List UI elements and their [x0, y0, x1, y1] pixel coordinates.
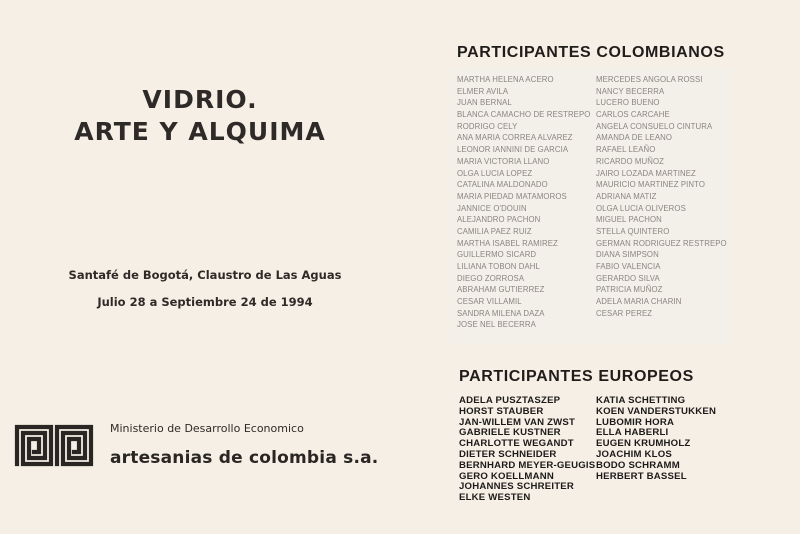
ministry-text: Ministerio de Desarrollo Economico — [110, 422, 304, 435]
european-participants-heading: PARTICIPANTES EUROPEOS — [459, 368, 694, 385]
participant-name: ELMER AVILA — [457, 86, 509, 96]
participant-name: JOACHIM KLOS — [596, 448, 672, 460]
participant-name: OLGA LUCIA LOPEZ — [457, 168, 533, 178]
participant-name: CATALINA MALDONADO — [457, 180, 548, 190]
participant-name: JAIRO LOZADA MARTINEZ — [596, 168, 696, 178]
participant-name: OLGA LUCIA OLIVEROS — [596, 203, 686, 213]
participant-name: ELLA HABERLI — [596, 427, 669, 439]
participant-name: AMANDA DE LEANO — [596, 133, 673, 143]
participant-name: JOSE NEL BECERRA — [457, 320, 536, 330]
participant-name: MARIA VICTORIA LLANO — [457, 156, 550, 166]
participant-name: BERNHARD MEYER-GEUGIS — [459, 459, 596, 471]
participant-name: CESAR VILLAMIL — [457, 297, 522, 307]
title-line-1: VIDRIO. — [142, 85, 258, 114]
participant-name: GERARDO SILVA — [596, 273, 660, 283]
colombian-list-left — [457, 74, 590, 331]
participant-name: CAMILIA PAEZ RUIZ — [457, 226, 532, 236]
title-line-2: ARTE Y ALQUIMA — [74, 117, 326, 146]
participant-name: STELLA QUINTERO — [596, 226, 670, 236]
participant-name: LUCERO BUENO — [596, 98, 660, 108]
participant-name: RICARDO MUÑOZ — [596, 156, 665, 166]
participant-name: MAURICIO MARTINEZ PINTO — [596, 180, 706, 190]
participant-name: ADELA PUSZTASZEP — [459, 395, 561, 406]
participant-name: ELKE WESTEN — [459, 492, 531, 504]
participant-name: JANNICE O'DOUIN — [457, 203, 527, 213]
venue-text: Santafé de Bogotá, Claustro de Las Aguas — [68, 268, 342, 282]
participant-name: ANGELA CONSUELO CINTURA — [596, 121, 713, 131]
participant-name: MARTHA ISABEL RAMIREZ — [457, 238, 558, 248]
participant-name: GABRIELE KUSTNER — [459, 427, 561, 439]
participant-name: MARTHA HELENA ACERO — [457, 75, 554, 84]
participant-name: GERO KOELLMANN — [459, 470, 555, 482]
participant-name: EUGEN KRUMHOLZ — [596, 438, 691, 450]
participant-name: FABIO VALENCIA — [596, 262, 661, 271]
participant-name: ANA MARIA CORREA ALVAREZ — [457, 133, 573, 143]
participant-name: ALEJANDRO PACHON — [457, 215, 541, 225]
participant-name: MARIA PIEDAD MATAMOROS — [457, 191, 567, 201]
participant-name: JOHANNES SCHREITER — [459, 481, 575, 493]
european-list-left — [459, 396, 595, 504]
greek-key-logo-icon — [14, 424, 96, 468]
participant-name: LUBOMIR HORA — [596, 416, 675, 428]
colombian-participants-heading: PARTICIPANTES COLOMBIANOS — [457, 44, 725, 61]
participant-name: JUAN BERNAL — [457, 98, 512, 108]
participant-name: GERMAN RODRIGUEZ RESTREPO — [596, 238, 727, 248]
participant-name: MIGUEL PACHON — [596, 215, 662, 225]
participant-name: ABRAHAM GUTIERREZ — [457, 285, 545, 295]
participant-name: LEONOR IANNINI DE GARCIA — [457, 145, 569, 155]
participant-name: DIETER SCHNEIDER — [459, 448, 557, 460]
participant-name: MERCEDES ANGOLA ROSSI — [596, 75, 703, 84]
participant-name: CARLOS CARCAHE — [596, 110, 670, 120]
participant-name: RODRIGO CELY — [457, 121, 518, 131]
participant-name: SANDRA MILENA DAZA — [457, 308, 545, 318]
participant-name: KOEN VANDERSTUKKEN — [596, 405, 717, 417]
participant-name: LILIANA TOBON DAHL — [457, 262, 540, 271]
participant-name: KATIA SCHETTING — [596, 395, 686, 406]
participant-name: GUILLERMO SICARD — [457, 250, 537, 260]
dates-text: Julio 28 a Septiembre 24 de 1994 — [97, 295, 313, 309]
participant-name: DIANA SIMPSON — [596, 250, 659, 260]
participant-name: JAN-WILLEM VAN ZWST — [459, 416, 576, 428]
participant-name: RAFAEL LEAÑO — [596, 145, 656, 155]
participant-name: BLANCA CAMACHO DE RESTREPO — [457, 110, 591, 120]
european-list-right — [596, 396, 716, 482]
participant-name: NANCY BECERRA — [596, 86, 665, 96]
participant-name: ADELA MARIA CHARIN — [596, 297, 682, 307]
participant-name: HORST STAUBER — [459, 405, 544, 417]
participant-name: DIEGO ZORROSA — [457, 273, 525, 283]
participant-name: CHARLOTTE WEGANDT — [459, 438, 574, 450]
participant-name: PATRICIA MUÑOZ — [596, 285, 663, 295]
participant-name: ADRIANA MATIZ — [596, 191, 657, 201]
participant-name: CESAR PEREZ — [596, 308, 653, 318]
participant-name: BODO SCHRAMM — [596, 459, 680, 471]
participant-name: HERBERT BASSEL — [596, 470, 687, 482]
company-name: artesanias de colombia s.a. — [110, 448, 379, 468]
exhibition-title — [40, 84, 360, 148]
colombian-list-right — [596, 74, 727, 319]
